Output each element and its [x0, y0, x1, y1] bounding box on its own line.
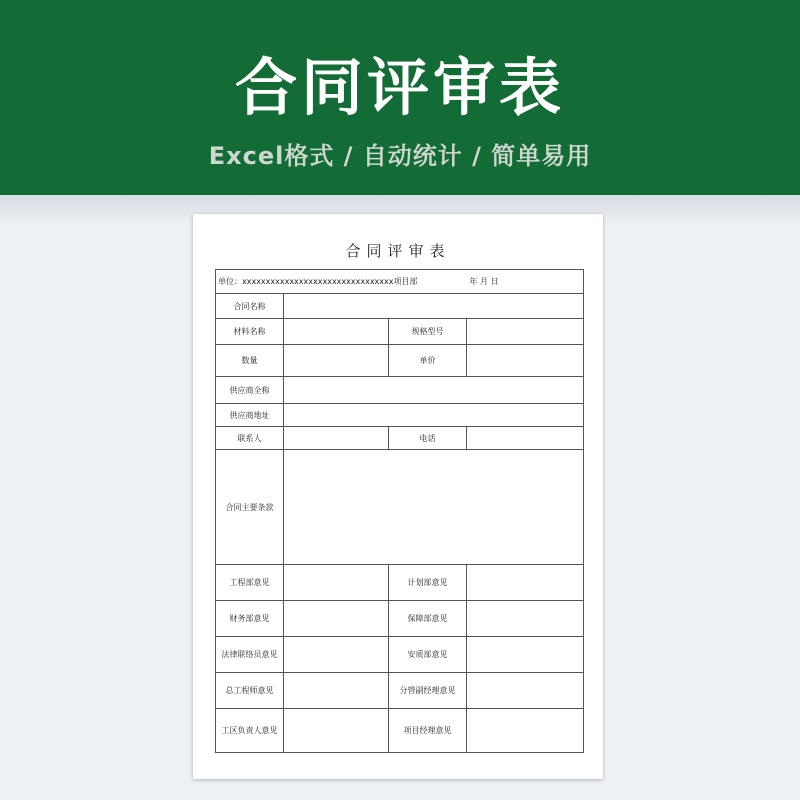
planning-opinion-value[interactable] [467, 565, 584, 601]
legal-opinion-value[interactable] [284, 637, 389, 673]
supplier-address-value[interactable] [284, 404, 584, 427]
form-row-supplier-name [216, 377, 584, 404]
contract-name-label: 合同名称 [216, 294, 284, 319]
safety-quality-opinion-value[interactable] [467, 637, 584, 673]
supply-opinion-value[interactable] [467, 601, 584, 637]
document-title: 合同评审表 [345, 242, 451, 260]
form-row-contact [216, 427, 584, 450]
form-row-quantity [216, 345, 584, 377]
supply-opinion-label: 保障部意见 [389, 601, 467, 637]
chief-engineer-opinion-label: 总工程师意见 [216, 673, 284, 709]
form-row-opinions-5 [216, 709, 584, 753]
contract-review-form [215, 269, 584, 753]
supplier-address-label: 供应商地址 [216, 404, 284, 427]
finance-opinion-label: 财务部意见 [216, 601, 284, 637]
district-head-opinion-value[interactable] [284, 709, 389, 753]
phone-value[interactable] [467, 427, 584, 450]
material-name-label: 材料名称 [216, 319, 284, 345]
header-banner [0, 0, 800, 195]
spec-model-value[interactable] [467, 319, 584, 345]
form-row-opinions-4 [216, 673, 584, 709]
legal-opinion-label: 法律联络员意见 [216, 637, 284, 673]
unit-cell [216, 270, 584, 294]
main-terms-value[interactable] [284, 450, 584, 565]
deputy-manager-opinion-value[interactable] [467, 673, 584, 709]
deputy-manager-opinion-label: 分管副经理意见 [389, 673, 467, 709]
project-manager-opinion-value[interactable] [467, 709, 584, 753]
contract-name-value[interactable] [284, 294, 584, 319]
supplier-full-name-label: 供应商全称 [216, 377, 284, 404]
supplier-full-name-value[interactable] [284, 377, 584, 404]
unit-price-value[interactable] [467, 345, 584, 377]
contact-person-label: 联系人 [216, 427, 284, 450]
contact-person-value[interactable] [284, 427, 389, 450]
unit-price-label: 单价 [389, 345, 467, 377]
form-row-opinions-3 [216, 637, 584, 673]
project-manager-opinion-label: 项目经理意见 [389, 709, 467, 753]
quantity-label: 数量 [216, 345, 284, 377]
quantity-value[interactable] [284, 345, 389, 377]
chief-engineer-opinion-value[interactable] [284, 673, 389, 709]
engineering-opinion-value[interactable] [284, 565, 389, 601]
banner-title: 合同评审表 [234, 51, 565, 124]
form-row-unit [216, 270, 584, 294]
spec-model-label: 规格型号 [389, 319, 467, 345]
phone-label: 电话 [389, 427, 467, 450]
form-row-main-terms [216, 450, 584, 565]
banner-subtitle: Excel格式 / 自动统计 / 简单易用 [208, 142, 592, 170]
planning-opinion-label: 计划部意见 [389, 565, 467, 601]
finance-opinion-value[interactable] [284, 601, 389, 637]
date-line: 年 月 日 [469, 277, 499, 286]
material-name-value[interactable] [284, 319, 389, 345]
district-head-opinion-label: 工区负责人意见 [216, 709, 284, 753]
safety-quality-opinion-label: 安质部意见 [389, 637, 467, 673]
engineering-opinion-label: 工程部意见 [216, 565, 284, 601]
unit-line: 单位：xxxxxxxxxxxxxxxxxxxxxxxxxxxxxxxx项目部 [218, 277, 418, 286]
document-sheet [193, 214, 603, 779]
form-row-opinions-1 [216, 565, 584, 601]
form-row-material [216, 319, 584, 345]
form-row-supplier-address [216, 404, 584, 427]
form-row-contract-name [216, 294, 584, 319]
main-terms-label: 合同主要条款 [216, 450, 284, 565]
form-row-opinions-2 [216, 601, 584, 637]
